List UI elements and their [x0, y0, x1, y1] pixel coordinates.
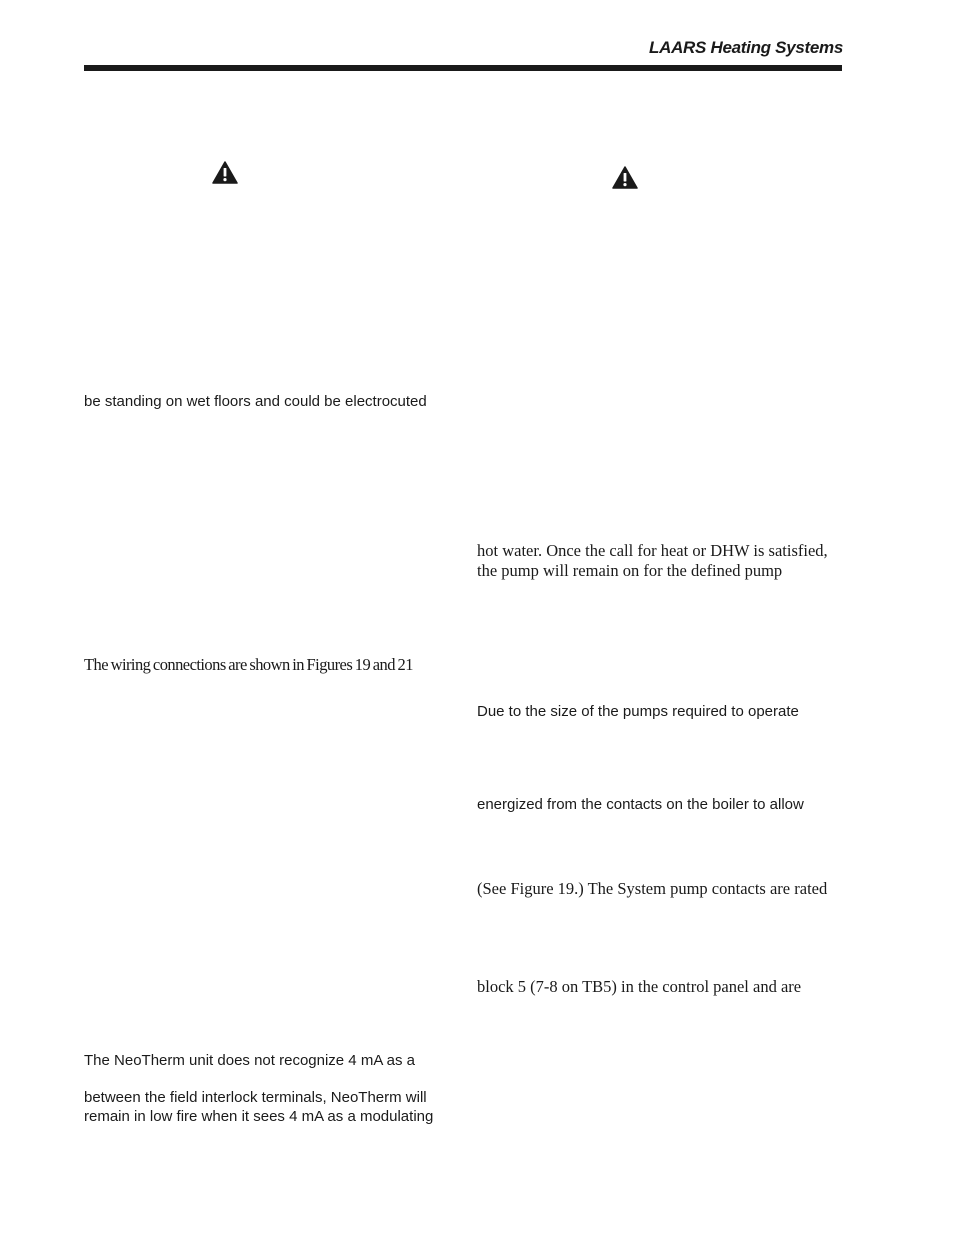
right-text-line: block 5 (7-8 on TB5) in the control panel and are [477, 977, 802, 996]
right-text-line: hot water. Once the call for heat or DHW is satisfied, [477, 541, 828, 560]
left-text-line: The NeoTherm unit does not recognize 4 mA as a [84, 1052, 416, 1069]
right-text-line: the pump will remain on for the defined pump [477, 561, 783, 580]
left-text-line: be standing on wet floors and could be electrocuted [84, 393, 427, 410]
header-rule [84, 65, 842, 71]
left-text-line: between the field interlock terminals, NeoTherm will [84, 1089, 427, 1106]
header-brand: LAARS Heating Systems [649, 38, 843, 57]
right-text-line: (See Figure 19.) The System pump contacts are rated [477, 879, 828, 898]
warning-triangle-icon [612, 166, 638, 189]
warning-triangle-icon [212, 161, 238, 184]
left-text-line: remain in low fire when it sees 4 mA as a modulating [84, 1108, 434, 1125]
left-text-line: The wiring connections are shown in Figures 19 and 21 [84, 655, 413, 674]
right-text-line: Due to the size of the pumps required to operate [477, 703, 799, 720]
right-text-line: energized from the contacts on the boiler to allow [477, 796, 804, 813]
